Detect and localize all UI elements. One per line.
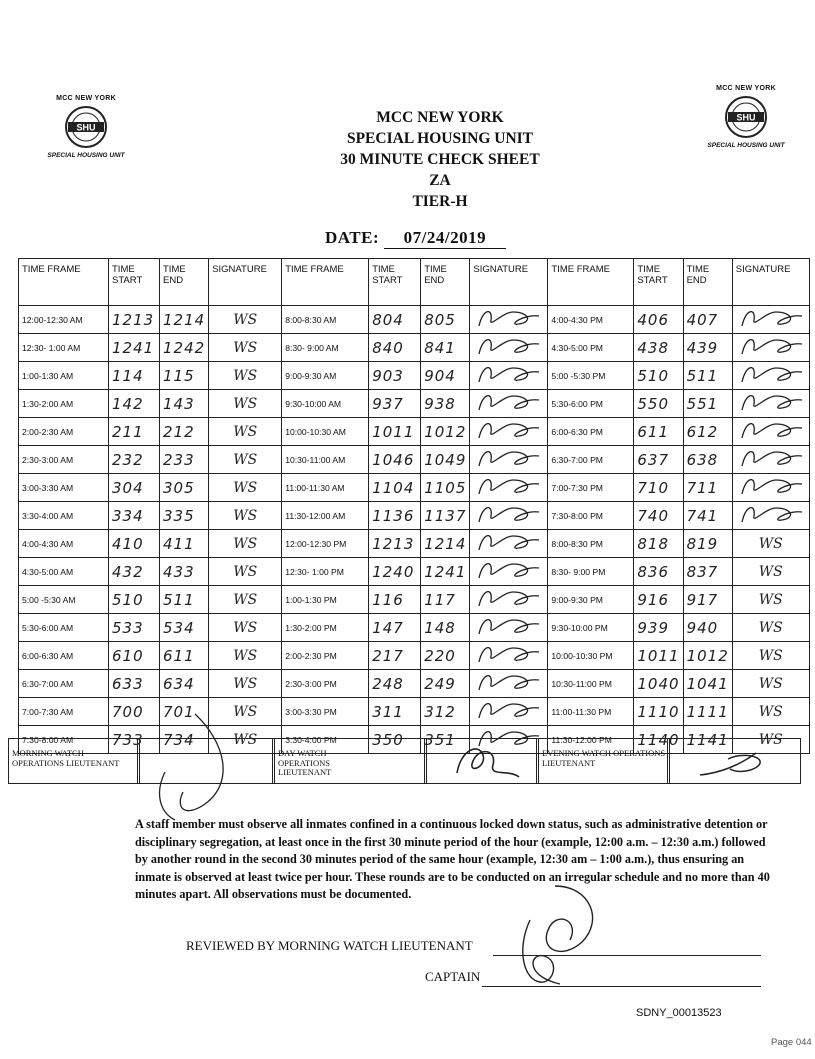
logo-right — [700, 85, 792, 149]
time-entry-cell: 1137 — [421, 502, 470, 530]
time-entry-cell: 1011 — [634, 642, 683, 670]
signature-scribble-cell — [732, 474, 809, 502]
reviewed-label: REVIEWED BY MORNING WATCH LIEUTENANT — [186, 938, 473, 953]
table-row — [19, 446, 810, 474]
time-frame-cell: 12:00-12:30 PM — [282, 530, 369, 558]
time-entry-cell: 551 — [683, 390, 732, 418]
table-row — [19, 418, 810, 446]
time-entry-cell: 904 — [421, 362, 470, 390]
col-header: TIME START — [369, 259, 421, 306]
time-entry-cell: 304 — [109, 474, 160, 502]
time-entry-cell: 819 — [683, 530, 732, 558]
time-frame-cell: 5:30-6:00 AM — [19, 614, 109, 642]
time-entry-cell: 312 — [421, 698, 470, 726]
signature-scribble-cell — [470, 558, 548, 586]
time-frame-cell: 1:30-2:00 AM — [19, 390, 109, 418]
time-frame-cell: 6:30-7:00 PM — [548, 446, 634, 474]
col-header: TIME END — [421, 259, 470, 306]
time-entry-cell: 335 — [160, 502, 209, 530]
time-entry-cell: 511 — [160, 586, 209, 614]
logo-right-bottom-text: SPECIAL HOUSING UNIT — [707, 142, 785, 149]
time-entry-cell: 1012 — [683, 642, 732, 670]
time-entry-cell: 836 — [634, 558, 683, 586]
time-entry-cell: 917 — [683, 586, 732, 614]
time-frame-cell: 4:30-5:00 AM — [19, 558, 109, 586]
signature-scribble-cell — [470, 390, 548, 418]
signature-scribble — [473, 698, 543, 720]
time-entry-cell: 805 — [421, 306, 470, 334]
shu-seal-icon — [64, 105, 108, 149]
signature-initials-cell: WS — [209, 502, 282, 530]
table-row — [19, 362, 810, 390]
time-entry-cell: 212 — [160, 418, 209, 446]
time-frame-cell: 12:30- 1:00 AM — [19, 334, 109, 362]
time-entry-cell: 116 — [369, 586, 421, 614]
time-entry-cell: 534 — [160, 614, 209, 642]
time-entry-cell: 1241 — [109, 334, 160, 362]
signature-scribble-cell — [470, 614, 548, 642]
time-entry-cell: 248 — [369, 670, 421, 698]
page-number: Page 044 — [771, 1037, 812, 1048]
title-line-sheet: 30 MINUTE CHECK SHEET — [340, 151, 540, 168]
time-entry-cell: 511 — [683, 362, 732, 390]
table-row — [19, 306, 810, 334]
logo-right-top-text: MCC NEW YORK — [716, 85, 776, 92]
time-frame-cell: 6:00-6:30 PM — [548, 418, 634, 446]
time-entry-cell: 148 — [421, 614, 470, 642]
time-entry-cell: 837 — [683, 558, 732, 586]
time-entry-cell: 804 — [369, 306, 421, 334]
table-row — [19, 586, 810, 614]
time-entry-cell: 334 — [109, 502, 160, 530]
logo-left-top-text: MCC NEW YORK — [56, 95, 116, 102]
time-frame-cell: 2:30-3:00 AM — [19, 446, 109, 474]
time-entry-cell: 143 — [160, 390, 209, 418]
signature-scribble-cell — [470, 502, 548, 530]
signature-scribble — [473, 642, 543, 664]
time-entry-cell: 638 — [683, 446, 732, 474]
signature-scribble-cell — [732, 334, 809, 362]
signature-initials-cell: WS — [209, 306, 282, 334]
time-frame-cell: 11:30-12:00 AM — [282, 502, 369, 530]
signature-scribble — [473, 390, 543, 412]
time-entry-cell: 612 — [683, 418, 732, 446]
time-frame-cell: 9:30-10:00 PM — [548, 614, 634, 642]
signature-initials-cell: WS — [209, 474, 282, 502]
signature-scribble — [736, 474, 806, 496]
time-entry-cell: 740 — [634, 502, 683, 530]
signature-scribble-cell — [732, 502, 809, 530]
signature-scribble — [473, 474, 543, 496]
time-entry-cell: 305 — [160, 474, 209, 502]
time-entry-cell: 940 — [683, 614, 732, 642]
table-row — [19, 334, 810, 362]
time-entry-cell: 700 — [109, 698, 160, 726]
col-header: SIGNATURE — [732, 259, 809, 306]
signature-scribble — [473, 558, 543, 580]
col-header: TIME FRAME — [282, 259, 369, 306]
time-entry-cell: 1141 — [683, 726, 732, 754]
time-frame-cell: 12:00-12:30 AM — [19, 306, 109, 334]
time-entry-cell: 1214 — [421, 530, 470, 558]
time-entry-cell: 211 — [109, 418, 160, 446]
table-row — [19, 558, 810, 586]
signature-scribble — [473, 670, 543, 692]
time-entry-cell: 903 — [369, 362, 421, 390]
signature-scribble — [736, 446, 806, 468]
col-header: SIGNATURE — [209, 259, 282, 306]
time-entry-cell: 916 — [634, 586, 683, 614]
time-frame-cell: 6:30-7:00 AM — [19, 670, 109, 698]
time-frame-cell: 1:00-1:30 PM — [282, 586, 369, 614]
time-entry-cell: 841 — [421, 334, 470, 362]
signature-scribble-cell — [470, 474, 548, 502]
time-entry-cell: 147 — [369, 614, 421, 642]
time-entry-cell: 438 — [634, 334, 683, 362]
time-entry-cell: 818 — [634, 530, 683, 558]
signature-scribble — [736, 418, 806, 440]
day-watch-signature — [424, 739, 536, 783]
sheet-title — [240, 107, 640, 212]
time-frame-cell: 9:00-9:30 PM — [548, 586, 634, 614]
seal-text: SHU — [76, 122, 96, 133]
col-header: TIME START — [634, 259, 683, 306]
lieutenant-signature-row — [8, 738, 801, 784]
evening-watch-signature — [667, 739, 800, 783]
signature-initials-cell: WS — [732, 530, 809, 558]
lieutenant-signature-scribble — [427, 739, 539, 783]
time-entry-cell: 611 — [160, 642, 209, 670]
time-frame-cell: 8:00-8:30 PM — [548, 530, 634, 558]
time-entry-cell: 439 — [683, 334, 732, 362]
signature-scribble — [473, 614, 543, 636]
time-frame-cell: 11:30-12:00 PM — [548, 726, 634, 754]
signature-scribble-cell — [470, 530, 548, 558]
morning-signature-scribble — [135, 712, 245, 822]
time-entry-cell: 433 — [160, 558, 209, 586]
time-entry-cell: 1213 — [109, 306, 160, 334]
time-entry-cell: 410 — [109, 530, 160, 558]
signature-initials-cell: WS — [209, 698, 282, 726]
time-entry-cell: 633 — [109, 670, 160, 698]
title-line-tier: TIER-H — [412, 193, 468, 210]
signature-initials-cell: WS — [732, 670, 809, 698]
time-frame-cell: 3:00-3:30 PM — [282, 698, 369, 726]
signature-scribble — [736, 362, 806, 384]
signature-initials-cell: WS — [732, 698, 809, 726]
time-entry-cell: 350 — [369, 726, 421, 754]
time-frame-cell: 1:00-1:30 AM — [19, 362, 109, 390]
time-entry-cell: 1046 — [369, 446, 421, 474]
signature-scribble-cell — [470, 642, 548, 670]
signature-scribble-cell — [470, 418, 548, 446]
signature-initials-cell: WS — [209, 614, 282, 642]
time-frame-cell: 11:00-11:30 PM — [548, 698, 634, 726]
time-entry-cell: 114 — [109, 362, 160, 390]
logo-left — [40, 95, 132, 159]
time-entry-cell: 142 — [109, 390, 160, 418]
time-entry-cell: 734 — [160, 726, 209, 754]
time-entry-cell: 1140 — [634, 726, 683, 754]
time-entry-cell: 233 — [160, 446, 209, 474]
time-frame-cell: 2:00-2:30 AM — [19, 418, 109, 446]
time-entry-cell: 533 — [109, 614, 160, 642]
day-watch-label: DAY WATCH OPERATIONS LIEUTENANT — [272, 739, 357, 783]
signature-scribble — [736, 334, 806, 356]
signature-scribble-cell — [470, 670, 548, 698]
time-entry-cell: 1240 — [369, 558, 421, 586]
time-entry-cell: 938 — [421, 390, 470, 418]
time-frame-cell: 7:30-8:00 PM — [548, 502, 634, 530]
time-frame-cell: 4:00-4:30 AM — [19, 530, 109, 558]
table-row — [19, 670, 810, 698]
signature-scribble-cell — [470, 446, 548, 474]
check-table — [18, 258, 810, 754]
signature-initials-cell: WS — [209, 726, 282, 754]
time-entry-cell: 741 — [683, 502, 732, 530]
col-header: TIME FRAME — [548, 259, 634, 306]
time-entry-cell: 232 — [109, 446, 160, 474]
time-entry-cell: 939 — [634, 614, 683, 642]
signature-scribble-cell — [732, 306, 809, 334]
shu-seal-icon — [724, 95, 768, 139]
time-frame-cell: 5:00 -5:30 AM — [19, 586, 109, 614]
time-entry-cell: 1111 — [683, 698, 732, 726]
time-frame-cell: 2:30-3:00 PM — [282, 670, 369, 698]
table-row — [19, 642, 810, 670]
title-line-facility: MCC NEW YORK — [376, 109, 504, 126]
time-entry-cell: 1241 — [421, 558, 470, 586]
time-frame-cell: 7:00-7:30 PM — [548, 474, 634, 502]
signature-scribble-cell — [732, 418, 809, 446]
time-entry-cell: 733 — [109, 726, 160, 754]
time-frame-cell: 9:00-9:30 AM — [282, 362, 369, 390]
signature-scribble-cell — [470, 334, 548, 362]
title-line-range: ZA — [429, 172, 451, 189]
signature-initials-cell: WS — [209, 334, 282, 362]
time-entry-cell: 1041 — [683, 670, 732, 698]
date-value: 07/24/2019 — [384, 228, 506, 249]
doc-id: SDNY_00013523 — [636, 1007, 722, 1019]
signature-initials-cell: WS — [209, 642, 282, 670]
time-entry-cell: 701 — [160, 698, 209, 726]
captain-label: CAPTAIN — [425, 969, 481, 984]
morning-watch-label: MORNING WATCH OPERATIONS LIEUTENANT — [12, 748, 120, 768]
time-entry-cell: 220 — [421, 642, 470, 670]
col-header: SIGNATURE — [470, 259, 548, 306]
time-entry-cell: 407 — [683, 306, 732, 334]
time-frame-cell: 7:00-7:30 AM — [19, 698, 109, 726]
signature-initials-cell: WS — [209, 446, 282, 474]
signature-scribble — [736, 306, 806, 328]
signature-initials-cell: WS — [209, 670, 282, 698]
signature-scribble-cell — [732, 362, 809, 390]
time-entry-cell: 1214 — [160, 306, 209, 334]
time-frame-cell: 7:30-8:00 AM — [19, 726, 109, 754]
table-row — [19, 474, 810, 502]
signature-scribble — [473, 306, 543, 328]
signature-scribble — [473, 418, 543, 440]
time-entry-cell: 710 — [634, 474, 683, 502]
table-row — [19, 502, 810, 530]
time-entry-cell: 1104 — [369, 474, 421, 502]
time-frame-cell: 3:30-4:00 AM — [19, 502, 109, 530]
time-entry-cell: 217 — [369, 642, 421, 670]
policy-text: A staff member must observe all inmates confined in a continuous locked down status, such as administrative detention or disciplinary segregation, at least once in the first 30 minute period of the hour (example, 12:00 a.m. – 12:30 a.m.) followed by another round in the second 30 minutes period of the same hour (example, 12:30 am – 1:00 a.m.), thus ensuring an inmate is observed at least twice per hour. These rounds are to be conducted on an irregular schedule and no more than 40 minutes apart. All observations must be documented. — [135, 817, 770, 901]
signature-scribble — [736, 390, 806, 412]
signature-initials-cell: WS — [209, 586, 282, 614]
time-entry-cell: 510 — [634, 362, 683, 390]
time-entry-cell: 1110 — [634, 698, 683, 726]
signature-initials-cell: WS — [209, 530, 282, 558]
time-entry-cell: 1049 — [421, 446, 470, 474]
time-entry-cell: 550 — [634, 390, 683, 418]
time-frame-cell: 11:00-11:30 AM — [282, 474, 369, 502]
time-frame-cell: 1:30-2:00 PM — [282, 614, 369, 642]
col-header: TIME FRAME — [19, 259, 109, 306]
time-entry-cell: 351 — [421, 726, 470, 754]
time-entry-cell: 1242 — [160, 334, 209, 362]
time-entry-cell: 711 — [683, 474, 732, 502]
signature-initials-cell: WS — [209, 390, 282, 418]
time-frame-cell: 10:00-10:30 PM — [548, 642, 634, 670]
table-row — [19, 530, 810, 558]
time-frame-cell: 2:00-2:30 PM — [282, 642, 369, 670]
signature-initials-cell: WS — [732, 558, 809, 586]
table-row — [19, 390, 810, 418]
time-entry-cell: 115 — [160, 362, 209, 390]
time-entry-cell: 1012 — [421, 418, 470, 446]
time-frame-cell: 4:30-5:00 PM — [548, 334, 634, 362]
time-entry-cell: 510 — [109, 586, 160, 614]
time-entry-cell: 1011 — [369, 418, 421, 446]
time-frame-cell: 8:30- 9:00 AM — [282, 334, 369, 362]
time-entry-cell: 311 — [369, 698, 421, 726]
time-frame-cell: 8:00-8:30 AM — [282, 306, 369, 334]
time-frame-cell: 12:30- 1:00 PM — [282, 558, 369, 586]
signature-initials-cell: WS — [209, 418, 282, 446]
signature-scribble-cell — [732, 390, 809, 418]
time-entry-cell: 117 — [421, 586, 470, 614]
table-row — [19, 614, 810, 642]
time-frame-cell: 10:30-11:00 PM — [548, 670, 634, 698]
col-header: TIME END — [160, 259, 209, 306]
time-entry-cell: 1213 — [369, 530, 421, 558]
time-entry-cell: 937 — [369, 390, 421, 418]
col-header: TIME END — [683, 259, 732, 306]
signature-initials-cell: WS — [732, 642, 809, 670]
signature-initials-cell: WS — [732, 614, 809, 642]
time-frame-cell: 9:30-10:00 AM — [282, 390, 369, 418]
title-line-unit: SPECIAL HOUSING UNIT — [346, 130, 534, 147]
signature-initials-cell: WS — [209, 558, 282, 586]
time-frame-cell: 3:00-3:30 AM — [19, 474, 109, 502]
time-entry-cell: 406 — [634, 306, 683, 334]
signature-scribble-cell — [470, 306, 548, 334]
signature-scribble — [473, 530, 543, 552]
time-entry-cell: 1136 — [369, 502, 421, 530]
time-entry-cell: 840 — [369, 334, 421, 362]
time-entry-cell: 411 — [160, 530, 209, 558]
time-entry-cell: 634 — [160, 670, 209, 698]
time-entry-cell: 1040 — [634, 670, 683, 698]
date-line — [325, 228, 506, 249]
signature-scribble-cell — [470, 586, 548, 614]
signature-scribble — [473, 502, 543, 524]
evening-watch-label: EVENING WATCH OPERATIONS LIEUTENANT — [536, 739, 667, 783]
table-header-row — [19, 259, 810, 306]
seal-text: SHU — [736, 112, 756, 123]
signature-initials-cell: WS — [209, 362, 282, 390]
signature-scribble-cell — [470, 362, 548, 390]
signature-scribble-cell — [732, 446, 809, 474]
time-frame-cell: 6:00-6:30 AM — [19, 642, 109, 670]
time-frame-cell: 8:30- 9:00 PM — [548, 558, 634, 586]
time-entry-cell: 1105 — [421, 474, 470, 502]
reviewer-signature-scribble — [500, 880, 610, 990]
signature-initials-cell: WS — [732, 726, 809, 754]
signature-scribble — [473, 446, 543, 468]
date-label: DATE: — [325, 228, 380, 247]
logo-left-bottom-text: SPECIAL HOUSING UNIT — [47, 152, 125, 159]
time-frame-cell: 5:30-6:00 PM — [548, 390, 634, 418]
time-entry-cell: 611 — [634, 418, 683, 446]
time-entry-cell: 249 — [421, 670, 470, 698]
signature-scribble — [473, 362, 543, 384]
col-header: TIME START — [109, 259, 160, 306]
signature-scribble-cell — [470, 698, 548, 726]
signature-scribble — [473, 586, 543, 608]
time-frame-cell: 10:00-10:30 AM — [282, 418, 369, 446]
signature-scribble — [736, 502, 806, 524]
signature-initials-cell: WS — [732, 586, 809, 614]
time-frame-cell: 3:30-4:00 PM — [282, 726, 369, 754]
time-frame-cell: 10:30-11:00 AM — [282, 446, 369, 474]
lieutenant-signature-scribble — [670, 739, 803, 783]
time-entry-cell: 432 — [109, 558, 160, 586]
signature-scribble — [473, 334, 543, 356]
time-frame-cell: 5:00 -5:30 PM — [548, 362, 634, 390]
time-frame-cell: 4:00-4:30 PM — [548, 306, 634, 334]
time-entry-cell: 637 — [634, 446, 683, 474]
time-entry-cell: 610 — [109, 642, 160, 670]
